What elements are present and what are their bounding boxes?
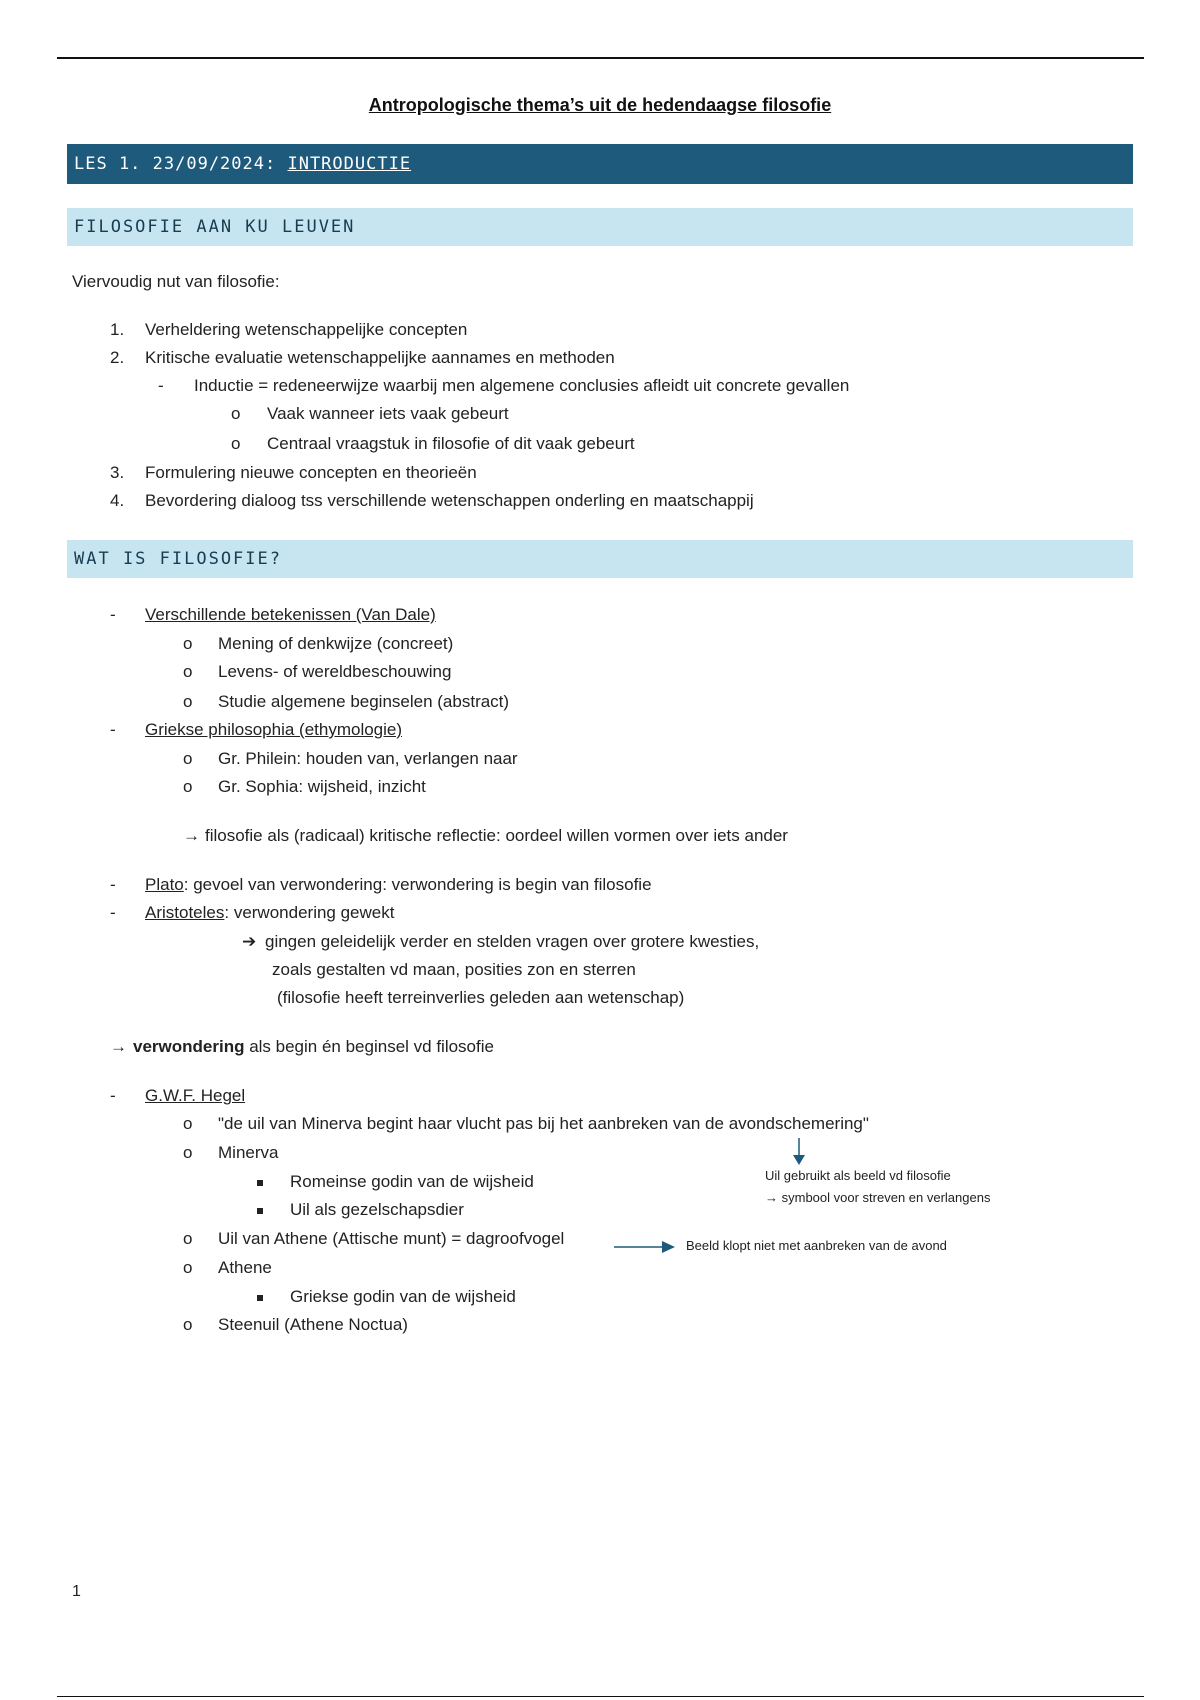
dash-marker: - [110,875,116,894]
list-item: Romeinse godin van de wijsheid [290,1172,534,1191]
list-item: Uil als gezelschapsdier [290,1200,464,1219]
dash-marker: - [110,1086,116,1105]
bottom-rule [57,1696,1144,1697]
uil-van-athene: Uil van Athene (Attische munt) = dagroofvogel [218,1229,565,1248]
arrow-right-icon: → [765,1190,778,1205]
circle-marker: o [183,777,193,796]
list-item: Kritische evaluatie wetenschappelijke aannames en methoden [145,348,615,367]
lesson-header-topic: INTRODUCTIE [287,154,412,174]
annotation-symbool-line [765,1190,990,1205]
list-item: Levens- of wereldbeschouwing [218,662,452,681]
section1-intro: Viervoudig nut van filosofie: [72,272,280,291]
dash-marker: - [110,605,116,624]
circle-marker: o [183,692,193,711]
arrow-bold-icon: ➔ [242,932,257,951]
lesson-header-prefix: LES 1. 23/09/2024: [74,154,288,174]
conclusion-verwondering [133,1037,494,1057]
list-number: 2. [110,348,125,367]
conclusion-kritische-reflectie: filosofie als (radicaal) kritische reflectie: oordeel willen vormen over iets ander [205,826,788,845]
page-number: 1 [72,1583,81,1600]
steenuil: Steenuil (Athene Noctua) [218,1315,408,1334]
square-bullet [257,1295,263,1301]
right-arrow-icon [614,1240,676,1254]
aristoteles-note-line: zoals gestalten vd maan, posities zon en sterren [272,960,636,979]
square-bullet [257,1180,263,1186]
lesson-header [67,144,1133,184]
list-item: Mening of denkwijze (concreet) [218,634,454,653]
list-item: Gr. Philein: houden van, verlangen naar [218,749,518,768]
list-item: Gr. Sophia: wijsheid, inzicht [218,777,426,796]
list-item: Verheldering wetenschappelijke concepten [145,320,468,339]
list-item: Bevordering dialoog tss verschillende wetenschappen onderling en maatschappij [145,491,754,510]
annotation-uil-beeld: Uil gebruikt als beeld vd filosofie [765,1168,951,1183]
circle-marker: o [231,434,241,453]
list-item: Studie algemene beginselen (abstract) [218,692,510,711]
page-title: Antropologische thema’s uit de hedendaagse filosofie [368,95,832,115]
griekse-label: Griekse philosophia (ethymologie) [145,720,403,739]
hegel-label: G.W.F. Hegel [145,1086,246,1105]
arrow-right-icon: → [183,826,200,845]
aristoteles-note-line: (filosofie heeft terreinverlies geleden aan wetenschap) [277,988,685,1007]
plato-text: : gevoel van verwondering: verwondering is begin van filosofie [183,875,652,894]
plato-name: Plato [145,875,184,894]
aristoteles-note-line: gingen geleidelijk verder en stelden vragen over grotere kwesties, [265,932,760,951]
circle-marker: o [183,1143,193,1162]
down-arrow-icon [792,1138,806,1166]
plato-line [145,875,652,895]
annotation-symbool: symbool voor streven en verlangens [781,1190,991,1205]
circle-marker: o [231,404,241,423]
dash-marker: - [158,376,164,395]
section-heading-ku-leuven: FILOSOFIE AAN KU LEUVEN [67,208,1133,246]
circle-marker: o [183,1315,193,1334]
dash-marker: - [110,720,116,739]
list-item: Inductie = redeneerwijze waarbij men algemene conclusies afleidt uit concrete gevallen [194,376,850,395]
minerva-label: Minerva [218,1143,279,1162]
van-dale-label: Verschillende betekenissen (Van Dale) [145,605,436,624]
circle-marker: o [183,749,193,768]
circle-marker: o [183,634,193,653]
list-item: Vaak wanneer iets vaak gebeurt [267,404,509,423]
verwondering-bold: verwondering [133,1037,245,1056]
dash-marker: - [110,903,116,922]
list-item: Centraal vraagstuk in filosofie of dit vaak gebeurt [267,434,635,453]
list-number: 1. [110,320,125,339]
annotation-beeld-klopt: Beeld klopt niet met aanbreken van de avond [686,1238,947,1253]
list-number: 4. [110,491,125,510]
list-number: 3. [110,463,125,482]
circle-marker: o [183,1114,193,1133]
circle-marker: o [183,1258,193,1277]
hegel-quote: "de uil van Minerva begint haar vlucht pas bij het aanbreken van de avondschemering" [218,1114,869,1133]
list-item: Formulering nieuwe concepten en theorieën [145,463,477,482]
circle-marker: o [183,662,193,681]
top-rule [57,57,1144,59]
athene-label: Athene [218,1258,272,1277]
verwondering-rest: als begin én beginsel vd filosofie [244,1037,494,1056]
aristoteles-name: Aristoteles [145,903,225,922]
aristoteles-text: : verwondering gewekt [224,903,395,922]
section-heading-wat-is-filosofie: WAT IS FILOSOFIE? [67,540,1133,578]
aristoteles-line [145,903,394,923]
square-bullet [257,1208,263,1214]
list-item: Griekse godin van de wijsheid [290,1287,516,1306]
arrow-right-icon: → [110,1037,127,1056]
circle-marker: o [183,1229,193,1248]
